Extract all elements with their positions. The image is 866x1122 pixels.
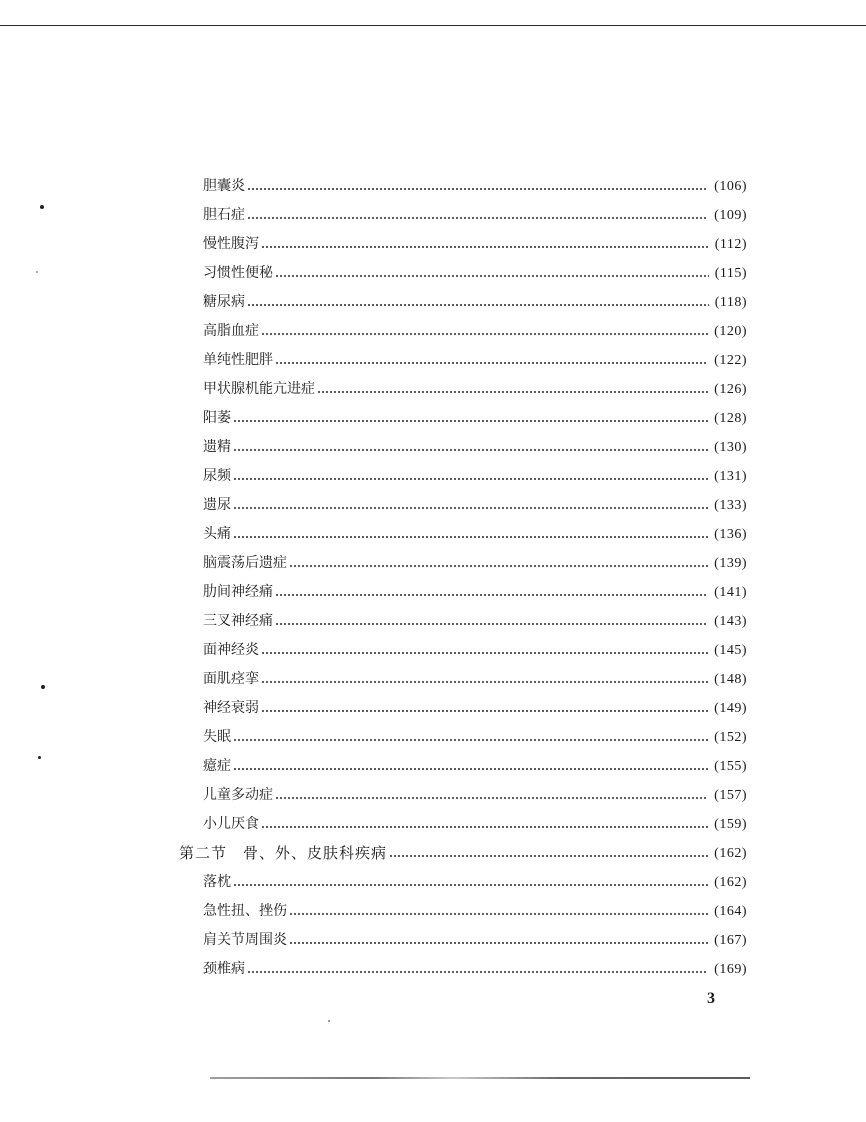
dot-leader (247, 188, 708, 190)
entry-page: (130) (714, 440, 747, 455)
entry-page: (120) (714, 324, 747, 339)
dot-leader (233, 884, 708, 886)
dot-leader (289, 942, 708, 944)
dot-leader (247, 217, 708, 219)
entry-title: 单纯性肥胖 (203, 352, 273, 368)
toc-entry[interactable] (175, 810, 747, 839)
entry-page: (139) (714, 556, 747, 571)
entry-title: 失眠 (203, 729, 231, 745)
entry-page: (148) (714, 672, 747, 687)
toc-entry[interactable] (175, 288, 747, 317)
toc-entry[interactable] (175, 665, 747, 694)
toc-entry[interactable] (175, 230, 747, 259)
dot-leader (261, 826, 708, 828)
toc-entry[interactable] (175, 694, 747, 723)
entry-title: 落枕 (203, 874, 231, 890)
dot-leader (275, 594, 708, 596)
entry-title: 癔症 (203, 758, 231, 774)
dot-leader (389, 855, 708, 857)
toc-entry[interactable] (175, 346, 747, 375)
dot-leader (233, 739, 708, 741)
entry-title: 慢性腹泻 (203, 236, 259, 252)
toc-entry[interactable] (175, 752, 747, 781)
toc-entry[interactable] (175, 491, 747, 520)
entry-title: 胆石症 (203, 207, 245, 223)
scan-speck (328, 1020, 330, 1022)
entry-title: 面神经炎 (203, 642, 259, 658)
dot-leader (261, 710, 708, 712)
entry-page: (131) (714, 469, 747, 484)
entry-title: 面肌痉挛 (203, 671, 259, 687)
entry-page: (136) (714, 527, 747, 542)
section-title: 骨、外、皮肤科疾病 (243, 844, 388, 862)
toc-entry[interactable] (175, 375, 747, 404)
dot-leader (233, 768, 708, 770)
dot-leader (275, 362, 708, 364)
scan-speck (41, 685, 45, 689)
toc-entry[interactable] (175, 201, 747, 230)
entry-page: (157) (714, 788, 747, 803)
toc-entry[interactable] (175, 955, 747, 984)
entry-page: (126) (714, 382, 747, 397)
dot-leader (233, 449, 708, 451)
dot-leader (275, 275, 709, 277)
toc-entry[interactable] (175, 607, 747, 636)
scan-speck (40, 205, 44, 209)
toc-entry[interactable] (175, 897, 747, 926)
toc-entry[interactable] (175, 926, 747, 955)
toc-entry[interactable] (175, 462, 747, 491)
top-rule (0, 25, 866, 26)
entry-title: 神经衰弱 (203, 700, 259, 716)
entry-page: (133) (714, 498, 747, 513)
entry-page: (162) (714, 875, 747, 890)
dot-leader (261, 333, 708, 335)
entry-page: (141) (714, 585, 747, 600)
toc-entry[interactable] (175, 433, 747, 462)
entry-title: 儿童多动症 (203, 787, 273, 803)
entry-page: (115) (714, 266, 747, 281)
entry-title: 糖尿病 (203, 294, 245, 310)
toc-entry[interactable] (175, 636, 747, 665)
section-page: (162) (714, 846, 747, 861)
entry-page: (159) (714, 817, 747, 832)
entry-page: (155) (714, 759, 747, 774)
entry-page: (164) (714, 904, 747, 919)
toc-entry[interactable] (175, 868, 747, 897)
dot-leader (247, 304, 709, 306)
page-number: 3 (707, 990, 715, 1007)
entry-title: 小儿厌食 (203, 816, 259, 832)
entry-title: 三叉神经痛 (203, 613, 273, 629)
dot-leader (275, 623, 708, 625)
entry-page: (118) (714, 295, 747, 310)
dot-leader (289, 913, 708, 915)
dot-leader (317, 391, 708, 393)
toc-section-heading[interactable] (175, 839, 747, 868)
section-heading (175, 839, 387, 868)
entry-title: 头痛 (203, 526, 231, 542)
dot-leader (261, 246, 709, 248)
dot-leader (233, 420, 708, 422)
entry-page: (149) (714, 701, 747, 716)
toc-entry[interactable] (175, 404, 747, 433)
section-number: 第二节 (179, 844, 228, 862)
entry-title: 高脂血症 (203, 323, 259, 339)
toc-entry[interactable] (175, 781, 747, 810)
entry-page: (167) (714, 933, 747, 948)
entry-page: (106) (714, 179, 747, 194)
dot-leader (289, 565, 708, 567)
dot-leader (261, 652, 708, 654)
entry-title: 脑震荡后遗症 (203, 555, 287, 571)
toc-entry[interactable] (175, 520, 747, 549)
entry-title: 习惯性便秘 (203, 265, 273, 281)
toc-entry[interactable] (175, 578, 747, 607)
scan-speck (38, 756, 41, 759)
dot-leader (233, 536, 708, 538)
entry-page: (122) (714, 353, 747, 368)
entry-page: (143) (714, 614, 747, 629)
dot-leader (233, 478, 708, 480)
entry-page: (152) (714, 730, 747, 745)
entry-title: 急性扭、挫伤 (203, 903, 287, 919)
entry-title: 颈椎病 (203, 961, 245, 977)
entry-title: 肋间神经痛 (203, 584, 273, 600)
toc-entry[interactable] (175, 549, 747, 578)
toc-entry[interactable] (175, 317, 747, 346)
entry-title: 遗精 (203, 439, 231, 455)
entry-title: 肩关节周围炎 (203, 932, 287, 948)
table-of-contents (175, 172, 747, 984)
entry-title: 尿频 (203, 468, 231, 484)
entry-title: 甲状腺机能亢进症 (203, 381, 315, 397)
scan-speck (36, 271, 38, 273)
toc-entry[interactable] (175, 172, 747, 201)
entry-page: (169) (714, 962, 747, 977)
entry-title: 胆囊炎 (203, 178, 245, 194)
toc-entry[interactable] (175, 723, 747, 752)
entry-page: (128) (714, 411, 747, 426)
entry-page: (145) (714, 643, 747, 658)
toc-entry[interactable] (175, 259, 747, 288)
entry-title: 遗尿 (203, 497, 231, 513)
dot-leader (261, 681, 708, 683)
entry-title: 阳萎 (203, 410, 231, 426)
bottom-scan-edge (210, 1077, 750, 1079)
dot-leader (247, 971, 708, 973)
entry-page: (109) (714, 208, 747, 223)
dot-leader (233, 507, 708, 509)
entry-page: (112) (714, 237, 747, 252)
dot-leader (275, 797, 708, 799)
